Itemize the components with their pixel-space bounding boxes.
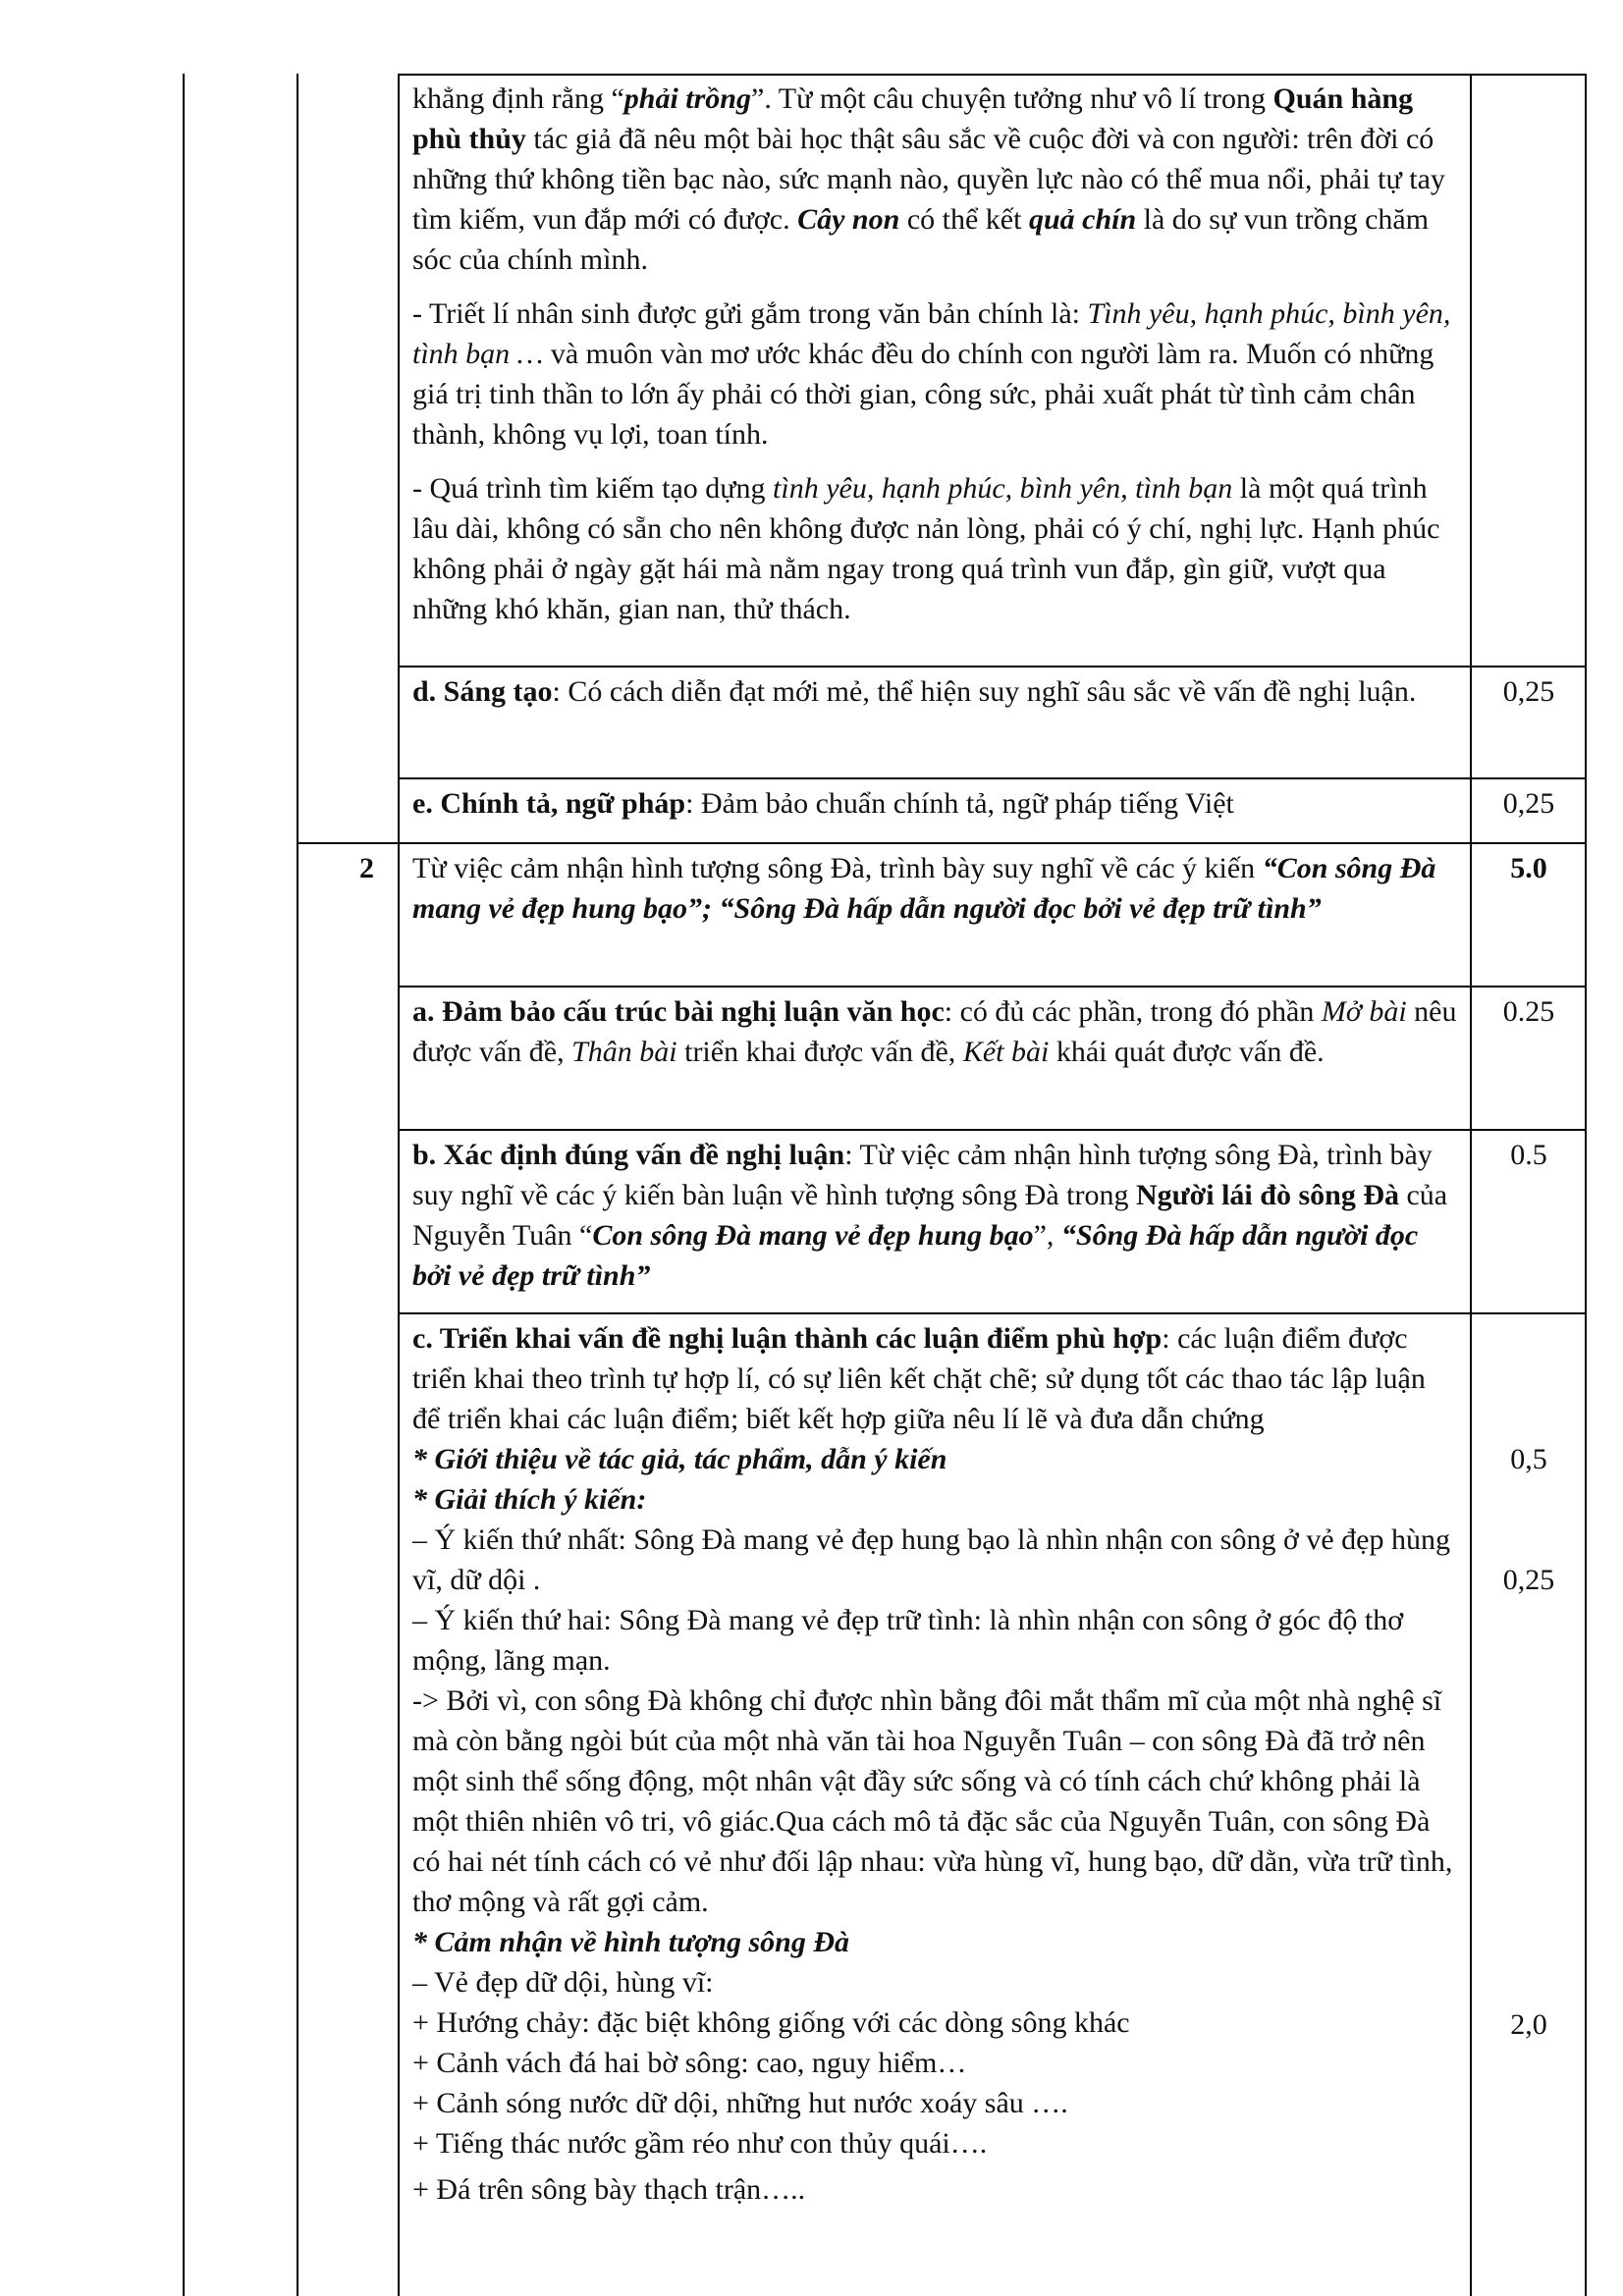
criterion-b-issue: b. Xác định đúng vấn đề nghị luận: Từ việc cảm nhận hình tượng sông Đà, trình bày suy nghĩ về các ý kiến bàn luận về hình tượng sông Đà trong Người lái đò sông Đà của Nguyễn Tuân “Con sông Đà mang vẻ đẹp hung bạo”, “Sông Đà hấp dẫn người đọc bởi vẻ đẹp trữ tình” bbox=[412, 1139, 1448, 1292]
line-opinion-2: – Ý kiến thứ hai: Sông Đà mang vẻ đẹp trữ tình: là nhìn nhận con sông ở góc độ thơ mộng, lãng mạn. bbox=[412, 1604, 1404, 1677]
table-border-right bbox=[1585, 74, 1587, 2296]
line-opinion-1: – Ý kiến thứ nhất: Sông Đà mang vẻ đẹp hung bạo là nhìn nhận con sông ở vẻ đẹp hùng vĩ, dữ dội . bbox=[412, 1523, 1450, 1596]
table-border-score-left bbox=[1470, 74, 1472, 2296]
score-b: 0.5 bbox=[1510, 1139, 1547, 1171]
heading-explain: * Giải thích ý kiến: bbox=[412, 1483, 647, 1516]
row-divider-q2 bbox=[297, 842, 1587, 844]
criterion-c-arguments bbox=[412, 1318, 1458, 2210]
row-c-continued-content bbox=[412, 79, 1458, 629]
row-divider-e bbox=[398, 777, 1587, 779]
table-border-content-left bbox=[398, 74, 400, 2296]
table-border-left-outer bbox=[183, 74, 185, 2296]
heading-perceive: * Cảm nhận về hình tượng sông Đà bbox=[412, 1926, 850, 1958]
score-d: 0,25 bbox=[1502, 675, 1555, 708]
paragraph-philosophy: - Triết lí nhân sinh được gửi gắm trong văn bản chính là: Tình yêu, hạnh phúc, bình yên, tình bạn … và muôn vàn mơ ước khác đều do chính con người làm ra. Muốn có những giá trị tinh thần to lớn ấy phải có thời gian, công sức, phải xuất phát từ tình cảm chân thành, không vụ lợi, toan tính. bbox=[412, 297, 1451, 451]
line-beauty: – Vẻ đẹp dữ dội, hùng vĩ: bbox=[412, 1966, 714, 1999]
bullet-flow: + Hướng chảy: đặc biệt không giống với các dòng sông khác bbox=[412, 2006, 1130, 2039]
question-2-prompt: Từ việc cảm nhận hình tượng sông Đà, trình bày suy nghĩ về các ý kiến “Con sông Đà mang vẻ đẹp hung bạo”; “Sông Đà hấp dẫn người đọc bởi vẻ đẹp trữ tình” bbox=[412, 852, 1436, 925]
row-divider-b bbox=[398, 1129, 1587, 1131]
row-divider-c bbox=[398, 1312, 1587, 1314]
score-e: 0,25 bbox=[1502, 787, 1555, 820]
bullet-rocks: + Đá trên sông bày thạch trận….. bbox=[412, 2173, 806, 2206]
bullet-cliffs: + Cảnh vách đá hai bờ sông: cao, nguy hiểm… bbox=[412, 2047, 967, 2079]
criterion-a-structure: a. Đảm bảo cấu trúc bài nghị luận văn học: có đủ các phần, trong đó phần Mở bài nêu được vấn đề, Thân bài triển khai được vấn đề, Kết bài khái quát được vấn đề. bbox=[412, 995, 1457, 1068]
row-divider-a bbox=[398, 986, 1587, 988]
criterion-c-intro: c. Triển khai vấn đề nghị luận thành các luận điểm phù hợp: các luận điểm được triển khai theo trình tự hợp lí, có sự liên kết chặt chẽ; sử dụng tốt các thao tác lập luận để triển khai các luận điểm; biết kết hợp giữa nêu lí lẽ và đưa dẫn chứng bbox=[412, 1322, 1426, 1435]
score-c-explain: 0,25 bbox=[1502, 1564, 1555, 1596]
table-border-question-col bbox=[297, 74, 298, 2296]
paragraph-conclusion: khẳng định rằng “phải trồng”. Từ một câu chuyện tưởng như vô lí trong Quán hàng phù thủy tác giả đã nêu một bài học thật sâu sắc về cuộc đời và con người: trên đời có những thứ không tiền bạc nào, sức mạnh nào, quyền lực nào có thể mua nổi, phải tự tay tìm kiếm, vun đắp mới có được. Cây non có thể kết quả chín là do sự vun trồng chăm sóc của chính mình. bbox=[412, 82, 1445, 276]
heading-introduce: * Giới thiệu về tác giả, tác phẩm, dẫn ý kiến bbox=[412, 1443, 947, 1475]
score-a: 0.25 bbox=[1502, 995, 1555, 1028]
paragraph-process: - Quá trình tìm kiếm tạo dựng tình yêu, hạnh phúc, bình yên, tình bạn là một quá trình lâu dài, không có sẵn cho nên không được nản lòng, phải có ý chí, nghị lực. Hạnh phúc không phải ở ngày gặt hái mà nằm ngay trong quá trình vun đắp, gìn giữ, vượt qua những khó khăn, gian nan, thử thách. bbox=[412, 472, 1440, 625]
line-reason: -> Bởi vì, con sông Đà không chỉ được nhìn bằng đôi mắt thẩm mĩ của một nhà nghệ sĩ mà còn bằng ngòi bút của một nhà văn tài hoa Nguyễn Tuân – con sông Đà đã trở nên một sinh thể sống động, một nhân vật đầy sức sống và có tính cách chứ không phải là một thiên nhiên vô tri, vô giác.Qua cách mô tả đặc sắc của Nguyễn Tuân, con sông Đà có hai nét tính cách có vẻ như đối lập nhau: vừa hùng vĩ, hung bạo, dữ dằn, vừa trữ tình, thơ mộng và rất gợi cảm. bbox=[412, 1684, 1453, 1918]
score-c-intro: 0,5 bbox=[1510, 1443, 1547, 1475]
criterion-e-spelling: e. Chính tả, ngữ pháp: Đảm bảo chuẩn chính tả, ngữ pháp tiếng Việt bbox=[412, 787, 1234, 820]
bullet-waves: + Cảnh sóng nước dữ dội, những hut nước xoáy sâu …. bbox=[412, 2087, 1068, 2119]
table-border-top bbox=[398, 74, 1587, 76]
bullet-waterfall: + Tiếng thác nước gầm réo như con thủy quái…. bbox=[412, 2127, 988, 2160]
score-q2-total: 5.0 bbox=[1510, 852, 1547, 884]
criterion-d-creativity: d. Sáng tạo: Có cách diễn đạt mới mẻ, thể hiện suy nghĩ sâu sắc về vấn đề nghị luận. bbox=[412, 675, 1417, 708]
question-number: 2 bbox=[359, 852, 374, 884]
score-c-perceive: 2,0 bbox=[1510, 2008, 1547, 2041]
row-divider-d bbox=[398, 666, 1587, 667]
